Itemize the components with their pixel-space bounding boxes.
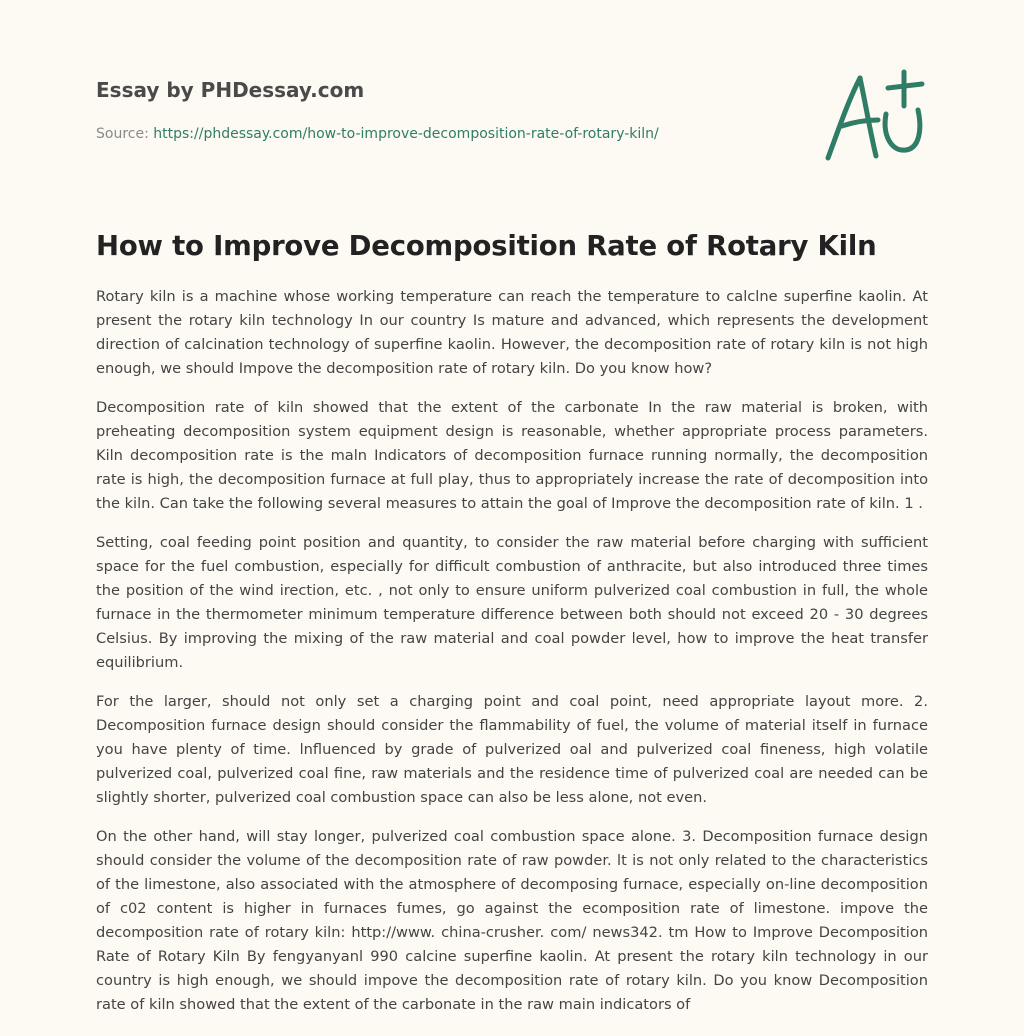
essay-paragraph: For the larger, should not only set a charging point and coal point, need appropriate layout more. 2. Decomposition furnace design should consider the flammability of fuel, the volume of material itself in furnace you have plenty of time. lnfluenced by grade of pulverized oal and pulverized coal fineness, high volatile pulverized coal, pulverized coal fine, raw materials and the residence time of pulverized coal are needed can be slightly shorter, pulverized coal combustion space can also be less alone, not even.: [96, 693, 928, 806]
essay-title: How to Improve Decomposition Rate of Rotary Kiln: [96, 230, 877, 262]
a-plus-grade-icon: [818, 66, 928, 166]
essay-paragraph: On the other hand, will stay longer, pulverized coal combustion space alone. 3. Decomposition furnace design should consider the volume of the decomposition rate of raw powder. lt is not only related to the characteristics of the limestone, also associated with the atmosphere of decomposing furnace, especially on-line decomposition of c02 content is higher in furnaces fumes, go against the ecomposition rate of limestone. impove the decomposition rate of rotary kiln: http://www. china-crusher. com/ news342. tm How to Improve Decomposition Rate of Rotary Kiln By fengyanyanl 990 calcine superfine kaolin. At present the rotary kiln technology in our country is high enough, we should impove the decomposition rate of rotary kiln. Do you know Decomposition rate of kiln showed that the extent of the carbonate in the raw main indicators of: [96, 828, 928, 1013]
source-label: Source:: [96, 126, 149, 142]
site-header: [96, 76, 796, 144]
source-line: [96, 124, 796, 144]
site-brand: Essay by PHDessay.com: [96, 78, 365, 102]
essay-paragraph: Decomposition rate of kiln showed that the extent of the carbonate In the raw material is broken, with preheating decomposition system equipment design is reasonable, whether appropriate process parameters. Kiln decomposition rate is the maln Indicators of decomposition furnace running normally, the decomposition rate is high, the decomposition furnace at full play, thus to appropriately increase the rate of decomposition into the kiln. Can take the following several measures to attain the goal of Improve the decomposition rate of kiln. 1 .: [96, 399, 928, 512]
essay-body: [96, 285, 928, 1032]
essay-paragraph: Setting, coal feeding point position and quantity, to consider the raw material before charging with sufficient space for the fuel combustion, especially for difficult combustion of anthracite, but also introduced three times the position of the wind irection, etc. , not only to ensure uniform pulverized coal combustion in full, the whole furnace in the thermometer minimum temperature difference between both should not exceed 20 - 30 degrees Celsius. By improving the mixing of the raw material and coal powder level, how to improve the heat transfer equilibrium.: [96, 534, 928, 671]
essay-paragraph: Rotary kiln is a machine whose working temperature can reach the temperature to calclne superfine kaolin. At present the rotary kiln technology In our country Is mature and advanced, which represents the development direction of calcination technology of superfine kaolin. However, the decomposition rate of rotary kiln is not high enough, we should Impove the decomposition rate of rotary kiln. Do you know how?: [96, 288, 928, 377]
source-link[interactable]: https://phdessay.com/how-to-improve-decomposition-rate-of-rotary-kiln/: [153, 126, 659, 142]
